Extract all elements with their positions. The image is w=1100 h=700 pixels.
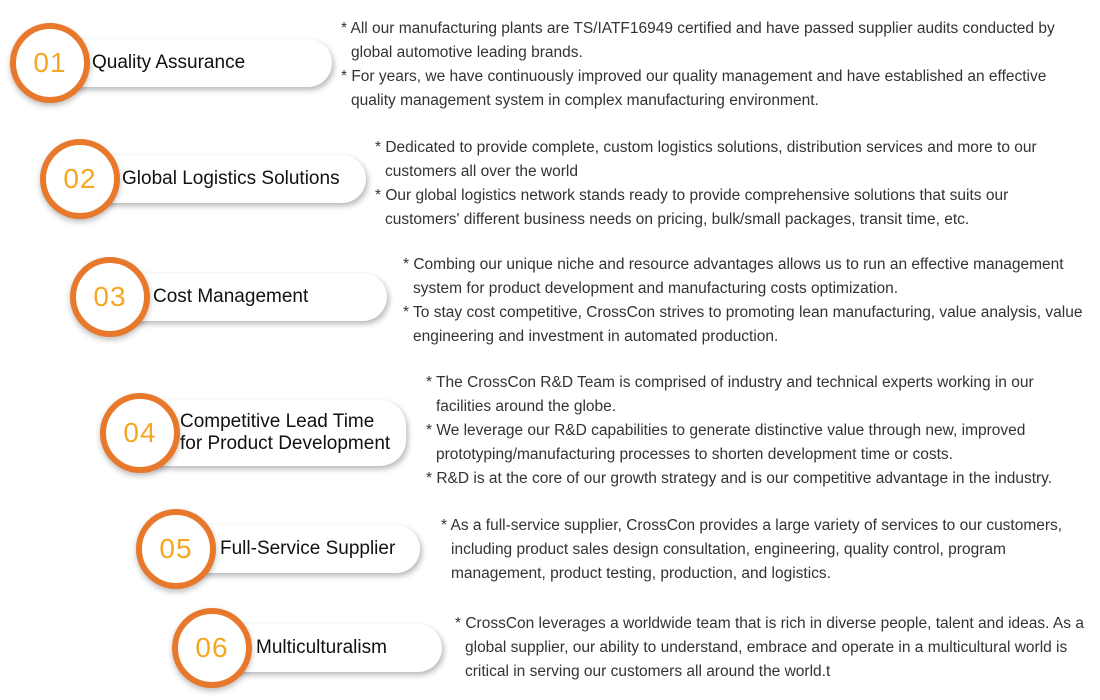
feature-title: Cost Management: [153, 286, 309, 307]
feature-number: 05: [159, 533, 193, 564]
number-badge: [100, 393, 180, 473]
feature-title: Global Logistics Solutions: [122, 168, 340, 189]
feature-title: Full-Service Supplier: [220, 538, 396, 559]
feature-number: 02: [63, 163, 97, 194]
feature-description: [341, 17, 1086, 113]
feature-description: [426, 371, 1088, 491]
number-badge: [70, 257, 150, 337]
feature-title: Multiculturalism: [256, 637, 387, 658]
feature-description: [375, 136, 1075, 232]
number-badge: [172, 608, 252, 688]
number-badge: [10, 23, 90, 103]
feature-description: [455, 612, 1090, 684]
number-badge: [136, 509, 216, 589]
description-bullet: * Dedicated to provide complete, custom logistics solutions, distribution services and more to our customers all over the world: [375, 139, 1037, 180]
description-bullet: * We leverage our R&D capabilities to generate distinctive value through new, improved prototyping/manufacturing processes to shorten development time or costs.: [426, 422, 1026, 463]
description-bullet: * To stay cost competitive, CrossCon strives to promoting lean manufacturing, value analysis, value engineering and investment in automated production.: [403, 304, 1083, 345]
number-badge: [40, 139, 120, 219]
feature-number: 06: [195, 632, 229, 663]
description-bullet: * For years, we have continuously improved our quality management and have established an effective quality management system in complex manufacturing environment.: [341, 68, 1047, 109]
feature-description: [403, 253, 1093, 349]
feature-number: 01: [33, 47, 67, 78]
description-bullet: * The CrossCon R&D Team is comprised of industry and technical experts working in our facilities around the globe.: [426, 374, 1034, 415]
feature-title: Quality Assurance: [92, 52, 246, 73]
feature-number: 04: [123, 417, 157, 448]
description-bullet: * CrossCon leverages a worldwide team that is rich in diverse people, talent and ideas. As a global supplier, our ability to understand, embrace and operate in a multicultural world is critical in serving our customers all around the world.t: [455, 615, 1084, 680]
feature-title: Competitive Lead Time for Product Development: [180, 411, 391, 454]
description-bullet: * All our manufacturing plants are TS/IATF16949 certified and have passed supplier audits conducted by global automotive leading brands.: [341, 20, 1055, 61]
feature-description: [441, 514, 1093, 586]
description-bullet: * Our global logistics network stands ready to provide comprehensive solutions that suits our customers' different business needs on pricing, bulk/small packages, transit time, etc.: [375, 187, 1009, 228]
feature-number: 03: [93, 281, 127, 312]
description-bullet: * As a full-service supplier, CrossCon provides a large variety of services to our customers, including product sales design consultation, engineering, quality control, program management, product testing, production, and logistics.: [441, 517, 1063, 582]
description-bullet: * Combing our unique niche and resource advantages allows us to run an effective management system for product development and manufacturing costs optimization.: [403, 256, 1064, 297]
description-bullet: * R&D is at the core of our growth strategy and is our competitive advantage in the industry.: [426, 470, 1053, 487]
